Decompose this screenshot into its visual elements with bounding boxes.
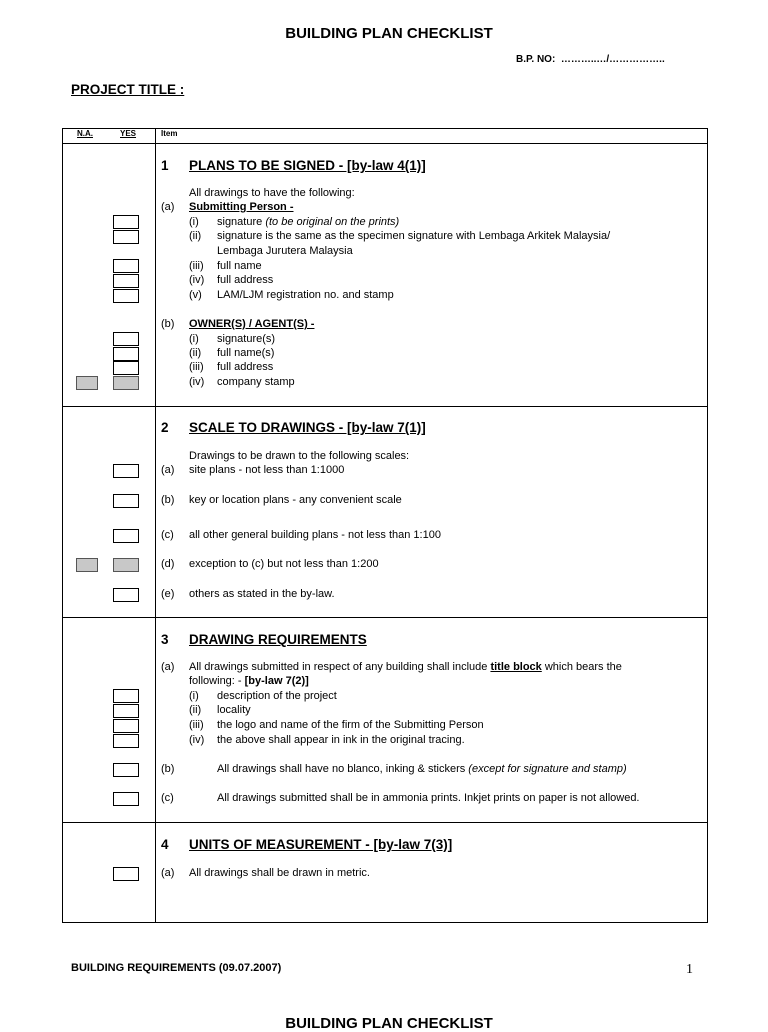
- item-text: All drawings shall be drawn in metric.: [189, 867, 370, 879]
- page-title: BUILDING PLAN CHECKLIST: [285, 25, 493, 42]
- section-number: 3: [161, 632, 169, 647]
- page-number: 1: [686, 962, 693, 977]
- yes-checkbox[interactable]: [113, 529, 139, 543]
- sub-item-text: signature(s): [217, 333, 276, 345]
- item-label: (a): [161, 464, 175, 476]
- section-title: PLANS TO BE SIGNED - [by-law 4(1)]: [189, 158, 426, 173]
- item-text: key or location plans - any convenient scale: [189, 494, 402, 506]
- section-title: UNITS OF MEASUREMENT - [by-law 7(3)]: [189, 837, 453, 852]
- yes-checkbox[interactable]: [113, 274, 139, 288]
- sub-item-num: (i): [189, 690, 199, 702]
- yes-checkbox[interactable]: [113, 361, 139, 375]
- column-header-yes: YES: [120, 129, 137, 138]
- column-header-item: Item: [161, 129, 178, 138]
- item-text: following: - [by-law 7(2)]: [189, 675, 309, 687]
- sub-item-num: (i): [189, 333, 199, 345]
- item-text: exception to (c) but not less than 1:200: [189, 558, 379, 570]
- column-divider: [155, 128, 156, 923]
- yes-checkbox[interactable]: [113, 719, 139, 733]
- section-number: 4: [161, 837, 169, 852]
- item-label: (b): [161, 494, 175, 506]
- yes-checkbox[interactable]: [113, 347, 139, 361]
- sub-item-text: LAM/LJM registration no. and stamp: [217, 289, 394, 301]
- sub-item-text: signature (to be original on the prints): [217, 216, 400, 228]
- item-label: (c): [161, 792, 174, 804]
- footer-text: BUILDING REQUIREMENTS (09.07.2007): [71, 962, 282, 974]
- sub-item-text: full name: [217, 260, 262, 272]
- item-text: All drawings submitted in respect of any building shall include title block which bears the: [189, 661, 622, 673]
- sub-item-text: locality: [217, 704, 251, 716]
- item-text: All drawings submitted shall be in ammonia prints. Inkjet prints on paper is not allowed.: [217, 792, 640, 804]
- section-divider: [62, 406, 708, 407]
- yes-checkbox[interactable]: [113, 494, 139, 508]
- yes-checkbox[interactable]: [113, 588, 139, 602]
- sub-item-text: description of the project: [217, 690, 337, 702]
- next-page-title: BUILDING PLAN CHECKLIST: [285, 1015, 493, 1032]
- yes-checkbox[interactable]: [113, 259, 139, 273]
- header-divider: [62, 143, 708, 144]
- item-label: (a): [161, 661, 175, 673]
- sub-item-text: full address: [217, 361, 274, 373]
- bp-no-label: B.P. NO:: [516, 54, 556, 65]
- yes-checkbox[interactable]: [113, 704, 139, 718]
- sub-item-text: Lembaga Jurutera Malaysia: [217, 245, 353, 257]
- sub-item-num: (iv): [189, 274, 205, 286]
- sub-item-text: the logo and name of the firm of the Submitting Person: [217, 719, 484, 731]
- yes-checkbox[interactable]: [113, 867, 139, 881]
- sub-item-num: (ii): [189, 704, 202, 716]
- section-title: SCALE TO DRAWINGS - [by-law 7(1)]: [189, 420, 426, 435]
- section-divider: [62, 822, 708, 823]
- yes-checkbox[interactable]: [113, 215, 139, 229]
- sub-item-text: full name(s): [217, 347, 275, 359]
- sub-item-num: (iv): [189, 376, 205, 388]
- item-label: (a): [161, 201, 175, 213]
- section-title: DRAWING REQUIREMENTS: [189, 632, 367, 647]
- sub-item-num: (v): [189, 289, 202, 301]
- section-intro: All drawings to have the following:: [189, 187, 355, 199]
- item-text: site plans - not less than 1:1000: [189, 464, 345, 476]
- section-number: 2: [161, 420, 169, 435]
- sub-item-num: (iii): [189, 361, 204, 373]
- yes-checkbox[interactable]: [113, 689, 139, 703]
- yes-checkbox[interactable]: [113, 230, 139, 244]
- yes-checkbox[interactable]: [113, 558, 139, 572]
- sub-item-num: (iv): [189, 734, 205, 746]
- sub-item-num: (iii): [189, 260, 204, 272]
- sub-item-num: (ii): [189, 347, 202, 359]
- item-text: all other general building plans - not less than 1:100: [189, 529, 441, 541]
- yes-checkbox[interactable]: [113, 792, 139, 806]
- sub-item-num: (i): [189, 216, 199, 228]
- yes-checkbox[interactable]: [113, 332, 139, 346]
- subheading: OWNER(S) / AGENT(S) -: [189, 318, 315, 330]
- yes-checkbox[interactable]: [113, 376, 139, 390]
- sub-item-num: (iii): [189, 719, 204, 731]
- item-label: (e): [161, 588, 175, 600]
- sub-item-text: full address: [217, 274, 274, 286]
- item-label: (b): [161, 318, 175, 330]
- section-divider: [62, 617, 708, 618]
- na-checkbox[interactable]: [76, 376, 98, 390]
- item-text: All drawings shall have no blanco, inking & stickers (except for signature and stamp): [217, 763, 627, 775]
- yes-checkbox[interactable]: [113, 464, 139, 478]
- item-label: (d): [161, 558, 175, 570]
- section-intro: Drawings to be drawn to the following scales:: [189, 450, 410, 462]
- bp-number: [516, 54, 665, 65]
- yes-checkbox[interactable]: [113, 734, 139, 748]
- item-text: others as stated in the by-law.: [189, 588, 335, 600]
- item-label: (b): [161, 763, 175, 775]
- sub-item-num: (ii): [189, 230, 202, 242]
- section-number: 1: [161, 158, 169, 173]
- sub-item-text: company stamp: [217, 376, 295, 388]
- item-label: (c): [161, 529, 174, 541]
- na-checkbox[interactable]: [76, 558, 98, 572]
- yes-checkbox[interactable]: [113, 763, 139, 777]
- item-label: (a): [161, 867, 175, 879]
- column-header-na: N.A.: [77, 129, 93, 138]
- yes-checkbox[interactable]: [113, 289, 139, 303]
- project-title-label: PROJECT TITLE :: [71, 82, 185, 97]
- sub-item-text: the above shall appear in ink in the original tracing.: [217, 734, 465, 746]
- bp-no-value: ………..…/……………..: [560, 54, 665, 65]
- subheading: Submitting Person -: [189, 201, 294, 213]
- sub-item-text: signature is the same as the specimen signature with Lembaga Arkitek Malaysia/: [217, 230, 611, 242]
